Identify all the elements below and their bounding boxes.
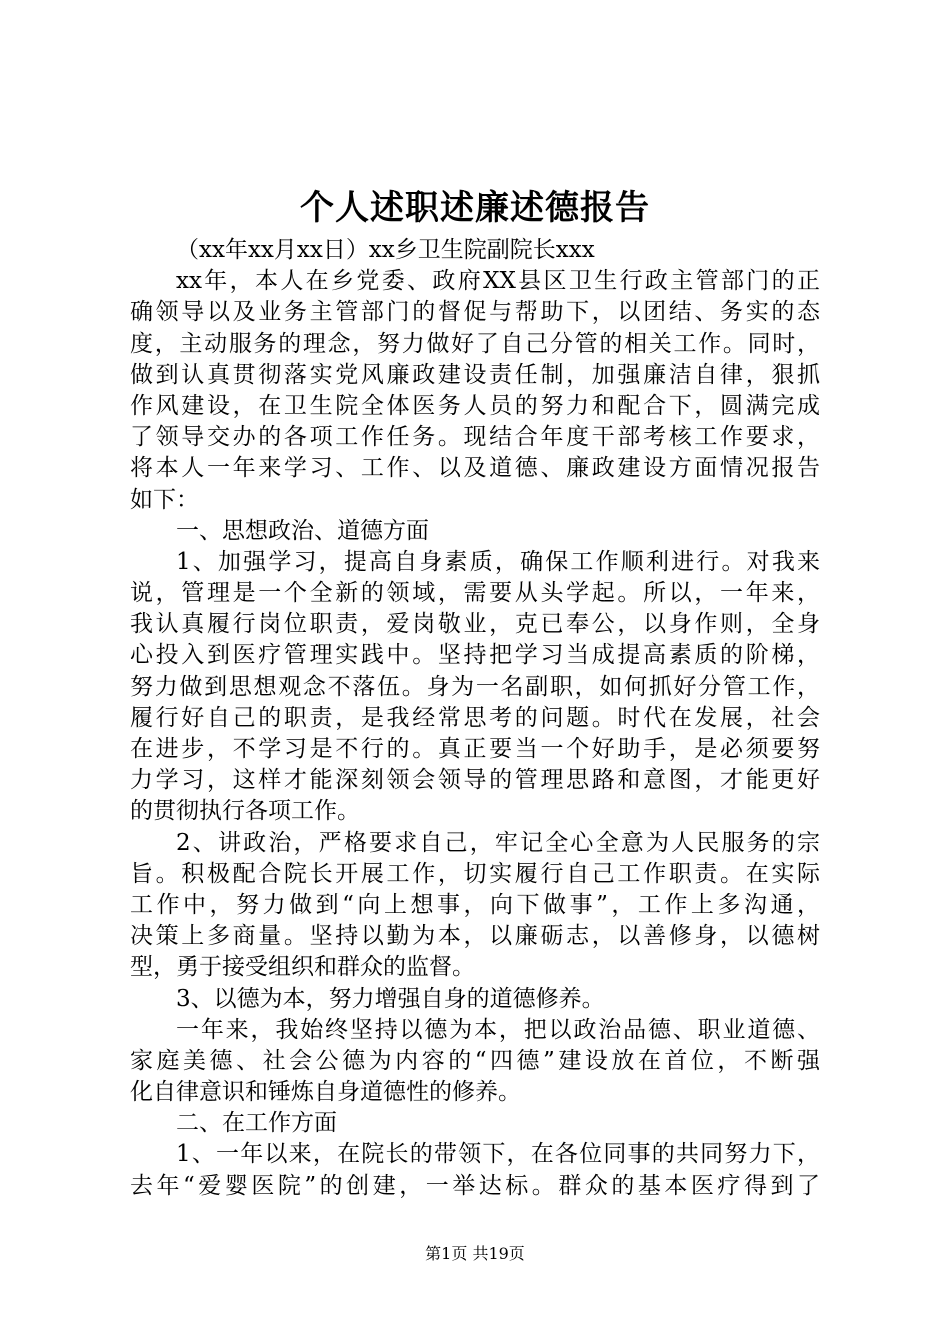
text-line: 了领导交办的各项工作任务。现结合年度干部考核工作要求，	[130, 424, 820, 451]
page-number: 第1页 共19页	[425, 1244, 525, 1263]
text-line: 力学习，这样才能深刻领会领导的管理思路和意图，才能更好	[130, 767, 820, 794]
text-line: 做到认真贯彻落实党风廉政建设责任制，加强廉洁自律，狠抓	[130, 361, 820, 388]
text-line: 型，勇于接受组织和群众的监督。	[130, 954, 475, 981]
text-line: 作风建设，在卫生院全体医务人员的努力和配合下，圆满完成	[130, 392, 820, 419]
text-line: xx年，本人在乡党委、政府XX县区卫生行政主管部门的正	[176, 268, 820, 295]
text-line: 心投入到医疗管理实践中。坚持把学习当成提高素质的阶梯，	[130, 642, 820, 669]
text-line: 度，主动服务的理念，努力做好了自己分管的相关工作。同时，	[130, 330, 820, 357]
text-line: 工作中，努力做到“向上想事，向下做事”，工作上多沟通，	[130, 891, 820, 918]
text-line: 1、一年以来，在院长的带领下，在各位同事的共同努力下，	[176, 1141, 820, 1168]
section-heading: 二、在工作方面	[176, 1110, 337, 1137]
text-line: 旨。积极配合院长开展工作，切实履行自己工作职责。在实际	[130, 860, 820, 887]
text-line: 说，管理是一个全新的领域，需要从头学起。所以，一年来，	[130, 580, 820, 607]
text-line: 2、讲政治，严格要求自己，牢记全心全意为人民服务的宗	[176, 829, 820, 856]
text-line: 1、加强学习，提高自身素质，确保工作顺利进行。对我来	[176, 548, 820, 575]
document-body	[130, 235, 820, 1202]
text-line: 3、以德为本，努力增强自身的道德修养。	[176, 985, 605, 1012]
text-line: 如下：	[130, 486, 199, 513]
text-line: 的贯彻执行各项工作。	[130, 798, 360, 825]
text-line: 去年“爱婴医院”的创建，一举达标。群众的基本医疗得到了	[130, 1172, 820, 1199]
text-line: 在进步，不学习是不行的。真正要当一个好助手，是必须要努	[130, 736, 820, 762]
text-line: 我认真履行岗位职责，爱岗敬业，克已奉公，以身作则，全身	[130, 611, 820, 638]
text-line: 化自律意识和锤炼自身道德性的修养。	[130, 1079, 521, 1106]
text-line: 履行好自己的职责，是我经常思考的问题。时代在发展，社会	[130, 704, 820, 731]
text-line: 努力做到思想观念不落伍。身为一名副职，如何抓好分管工作，	[130, 673, 820, 700]
author-line: （xx年xx月xx日）xx乡卫生院副院长xxx	[176, 237, 595, 263]
text-line: 家庭美德、社会公德为内容的“四德”建设放在首位，不断强	[130, 1047, 820, 1074]
text-line: 决策上多商量。坚持以勤为本，以廉砺志，以善修身，以德树	[130, 923, 820, 950]
text-line: 一年来，我始终坚持以德为本，把以政治品德、职业道德、	[176, 1016, 820, 1043]
text-line: 将本人一年来学习、工作、以及道德、廉政建设方面情况报告	[130, 455, 820, 482]
document-title: 个人述职述廉述德报告	[300, 188, 650, 228]
section-heading: 一、思想政治、道德方面	[176, 517, 429, 544]
text-line: 确领导以及业务主管部门的督促与帮助下，以团结、务实的态	[130, 299, 820, 326]
